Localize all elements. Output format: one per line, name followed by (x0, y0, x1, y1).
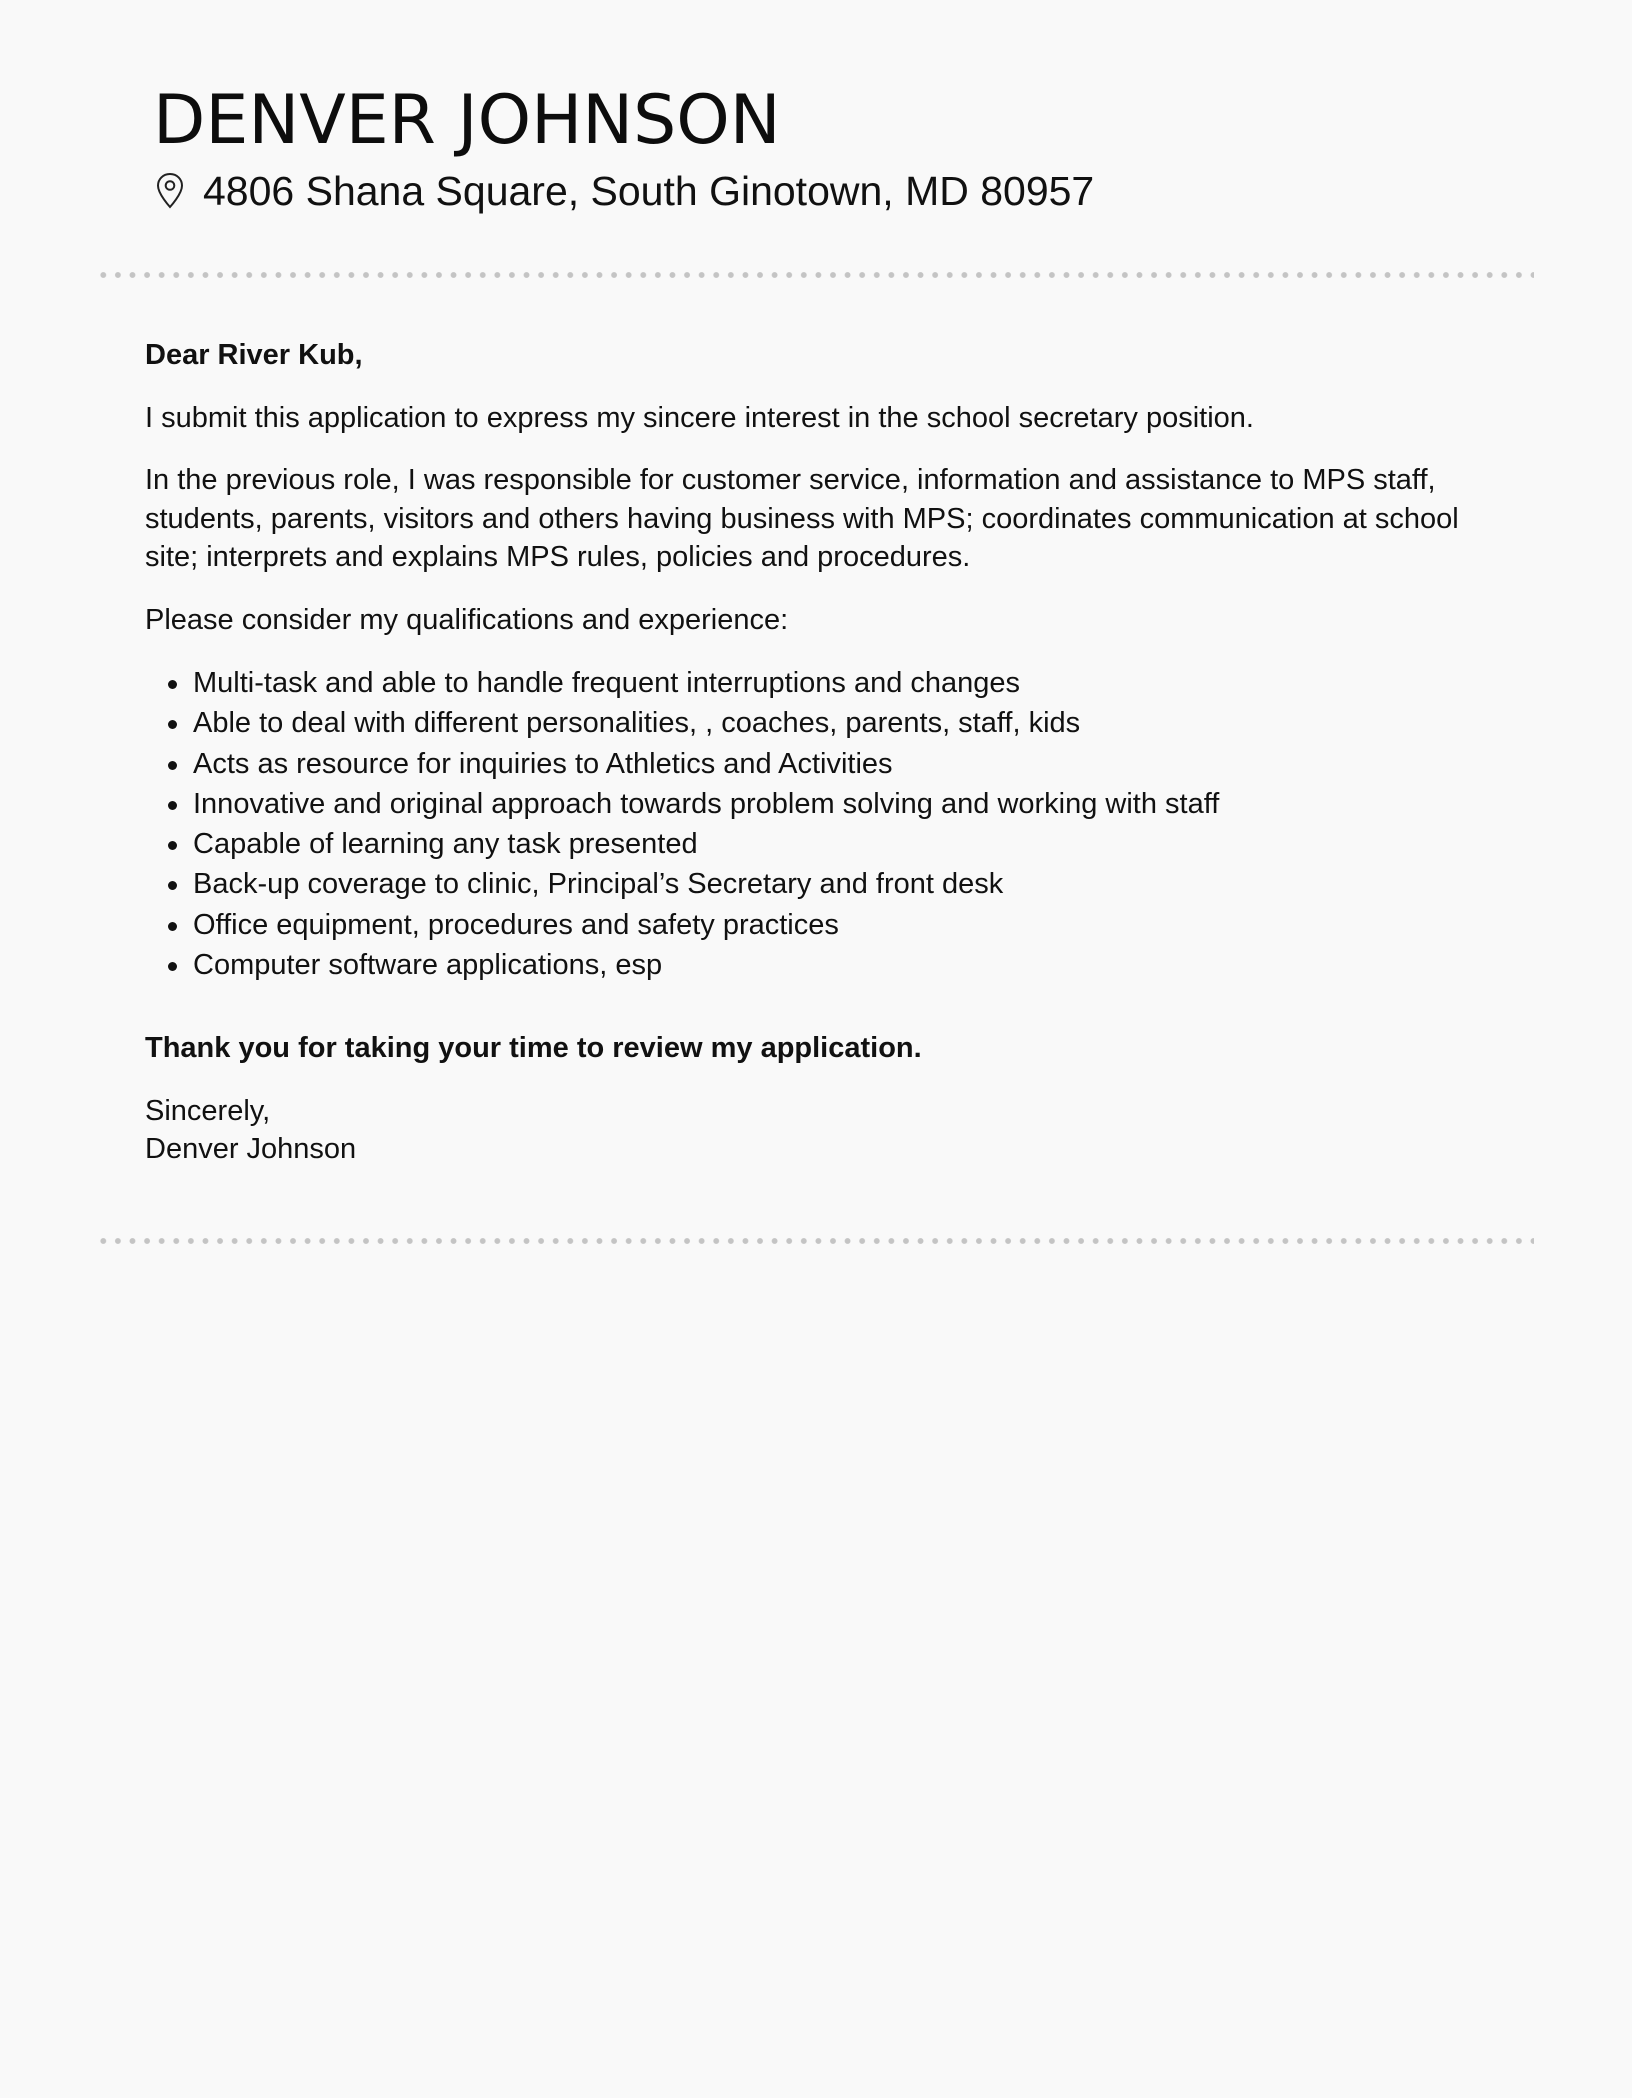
letter-body (145, 336, 1490, 1193)
closing-block (145, 1092, 1490, 1169)
qualifications-intro: Please consider my qualifications and experience: (145, 603, 789, 636)
experience-paragraph: In the previous role, I was responsible for customer service, information and assistance to MPS staff, students, parents, visitors and others having business with MPS; coordinates communication at school site; interprets and explains MPS rules, policies and procedures. (145, 464, 1459, 573)
signature-name: Denver Johnson (145, 1133, 357, 1166)
bottom-dotted-divider (96, 1237, 1534, 1245)
list-item: Multi-task and able to handle frequent interruptions and changes (193, 663, 1490, 703)
closing-salutation: Sincerely, (145, 1094, 271, 1127)
address-text: 4806 Shana Square, South Ginotown, MD 80957 (203, 167, 1095, 214)
top-dotted-divider (96, 271, 1534, 279)
list-item: Computer software applications, esp (193, 945, 1490, 985)
list-item: Back-up coverage to clinic, Principal’s Secretary and front desk (193, 864, 1490, 904)
location-pin-icon (155, 172, 185, 210)
list-item: Able to deal with different personalities, , coaches, parents, staff, kids (193, 703, 1490, 743)
list-item: Capable of learning any task presented (193, 824, 1490, 864)
list-item: Acts as resource for inquiries to Athletics and Activities (193, 744, 1490, 784)
address-line (155, 166, 1094, 216)
intro-paragraph: I submit this application to express my sincere interest in the school secretary position. (145, 401, 1254, 434)
thank-you-line: Thank you for taking your time to review my application. (145, 1032, 922, 1065)
applicant-name: DENVER JOHNSON (153, 81, 781, 160)
qualifications-list (145, 663, 1490, 985)
list-item: Innovative and original approach towards problem solving and working with staff (193, 784, 1490, 824)
greeting: Dear River Kub, (145, 339, 363, 371)
list-item: Office equipment, procedures and safety practices (193, 905, 1490, 945)
